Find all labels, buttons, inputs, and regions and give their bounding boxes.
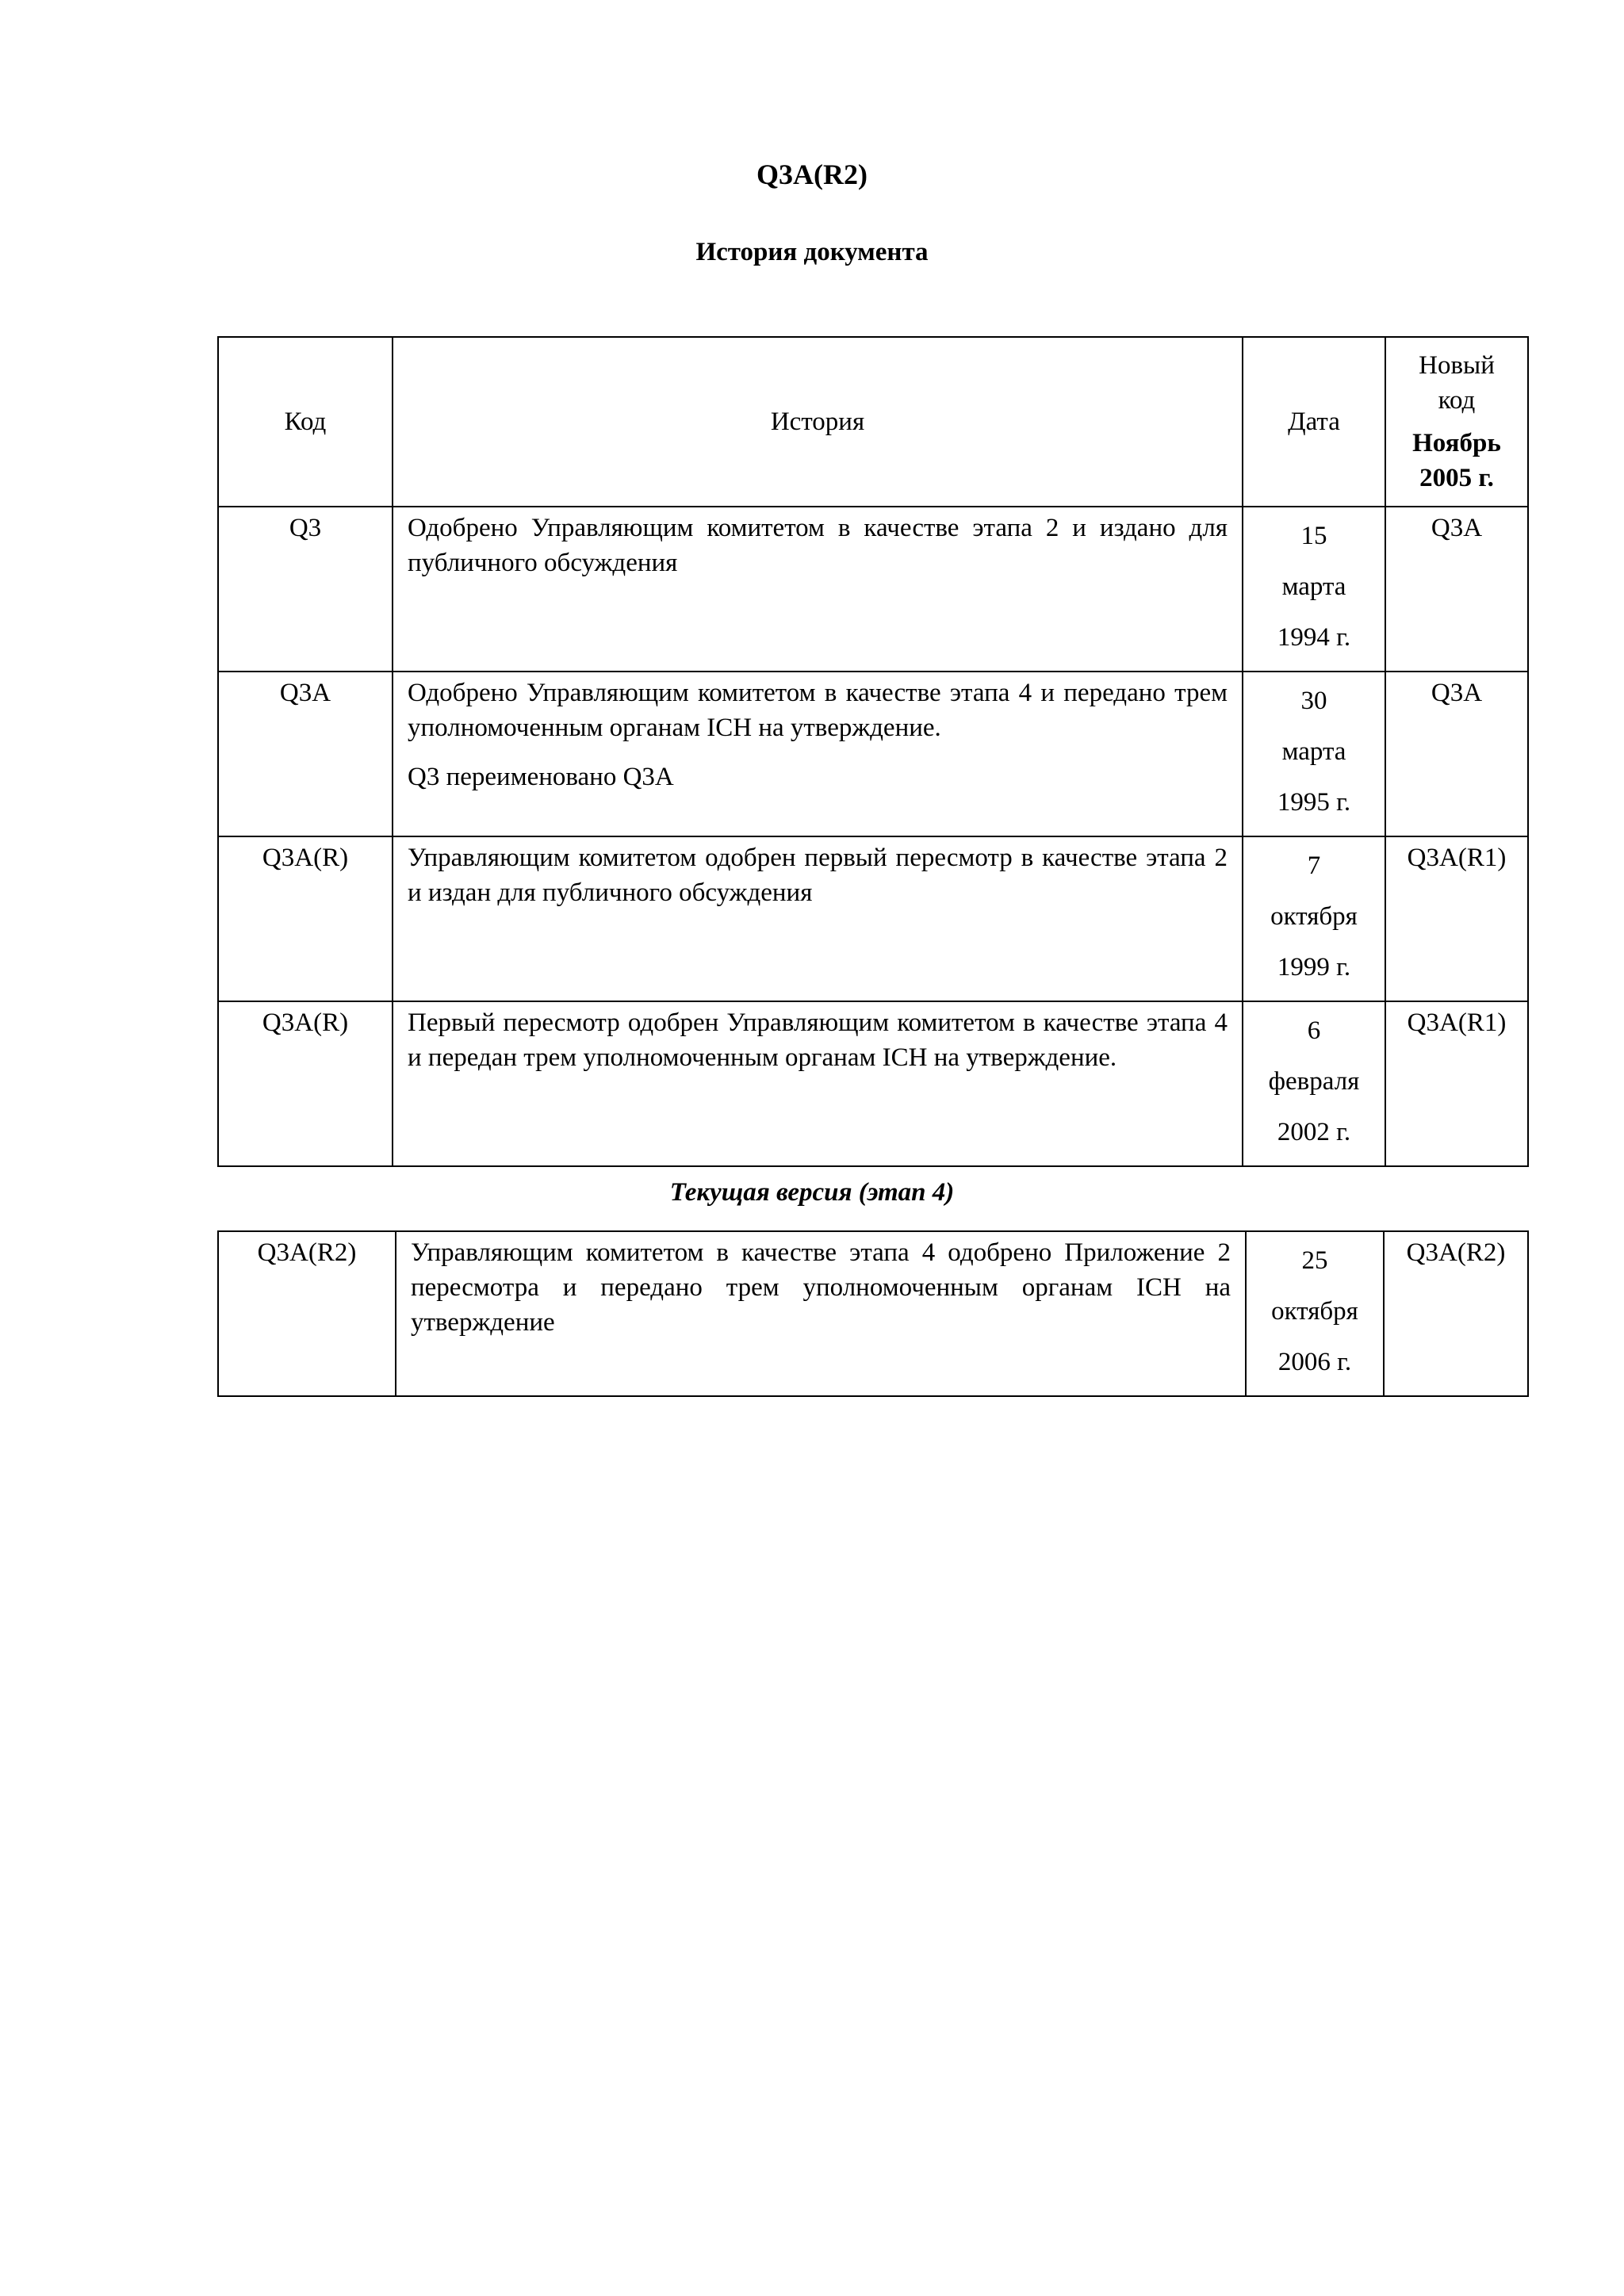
row-new-code: Q3A(R1) bbox=[1385, 836, 1528, 1001]
date-month: марта bbox=[1281, 572, 1346, 601]
history-table bbox=[217, 336, 1529, 1167]
row-history bbox=[393, 1001, 1243, 1166]
date-day: 15 bbox=[1300, 522, 1327, 550]
date-month: октября bbox=[1270, 902, 1358, 931]
header-new-code-date-year: 2005 г. bbox=[1419, 464, 1494, 492]
row-code: Q3A(R2) bbox=[218, 1231, 396, 1396]
history-paragraph: Одобрено Управляющим комитетом в качестве этапа 4 и передано трем уполномоченным органам ICH на утверждение. bbox=[408, 679, 1228, 742]
history-paragraph: Управляющим комитетом одобрен первый пересмотр в качестве этапа 2 и издан для публичного обсуждения bbox=[408, 844, 1228, 907]
row-date bbox=[1243, 836, 1385, 1001]
date-day: 25 bbox=[1301, 1246, 1328, 1275]
row-date bbox=[1243, 672, 1385, 836]
table-row bbox=[218, 836, 1528, 1001]
header-history: История bbox=[393, 337, 1243, 507]
date-month: марта bbox=[1281, 737, 1346, 766]
date-year: 1995 г. bbox=[1277, 788, 1351, 817]
row-new-code: Q3A bbox=[1385, 507, 1528, 672]
date-year: 1994 г. bbox=[1277, 623, 1351, 652]
row-code: Q3A(R) bbox=[218, 1001, 393, 1166]
row-code: Q3A(R) bbox=[218, 836, 393, 1001]
row-code: Q3A bbox=[218, 672, 393, 836]
date-month: февраля bbox=[1268, 1067, 1360, 1096]
table-row bbox=[218, 1001, 1528, 1166]
row-history bbox=[396, 1231, 1246, 1396]
table-row bbox=[218, 1231, 1528, 1396]
history-paragraph: Q3 переименовано Q3A bbox=[408, 763, 674, 791]
date-year: 2006 г. bbox=[1277, 1348, 1352, 1376]
document-subtitle: История документа bbox=[695, 238, 929, 266]
history-paragraph: Одобрено Управляющим комитетом в качестве этапа 2 и издано для публичного обсуждения bbox=[408, 514, 1228, 577]
header-code: Код bbox=[218, 337, 393, 507]
header-new-code-line1: Новый bbox=[1419, 351, 1495, 380]
current-version-table bbox=[217, 1230, 1529, 1397]
row-new-code: Q3A bbox=[1385, 672, 1528, 836]
table-row bbox=[218, 507, 1528, 672]
date-year: 1999 г. bbox=[1277, 953, 1351, 982]
history-paragraph: Управляющим комитетом в качестве этапа 4 одобрено Приложение 2 пересмотра и передано трем уполномоченным органам ICH на утверждение bbox=[411, 1238, 1231, 1337]
table-row bbox=[218, 672, 1528, 836]
header-new-code-date-month: Ноябрь bbox=[1412, 429, 1501, 457]
row-new-code: Q3A(R1) bbox=[1385, 1001, 1528, 1166]
header-date: Дата bbox=[1243, 337, 1385, 507]
history-paragraph: Первый пересмотр одобрен Управляющим комитетом в качестве этапа 4 и передан трем уполномоченным органам ICH на утверждение. bbox=[408, 1008, 1228, 1072]
date-day: 6 bbox=[1307, 1016, 1321, 1045]
date-month: октября bbox=[1271, 1297, 1358, 1326]
row-history bbox=[393, 836, 1243, 1001]
date-day: 30 bbox=[1300, 687, 1327, 715]
table-header-row bbox=[218, 337, 1528, 507]
row-date bbox=[1246, 1231, 1384, 1396]
date-year: 2002 г. bbox=[1277, 1118, 1351, 1146]
row-code: Q3 bbox=[218, 507, 393, 672]
document-title: Q3A(R2) bbox=[756, 159, 868, 190]
date-day: 7 bbox=[1307, 851, 1321, 880]
row-date bbox=[1243, 1001, 1385, 1166]
row-new-code: Q3A(R2) bbox=[1384, 1231, 1528, 1396]
row-history bbox=[393, 672, 1243, 836]
row-date bbox=[1243, 507, 1385, 672]
header-new-code bbox=[1385, 337, 1528, 507]
header-new-code-line2: код bbox=[1438, 386, 1476, 415]
row-history bbox=[393, 507, 1243, 672]
current-version-title: Текущая версия (этап 4) bbox=[669, 1178, 955, 1207]
